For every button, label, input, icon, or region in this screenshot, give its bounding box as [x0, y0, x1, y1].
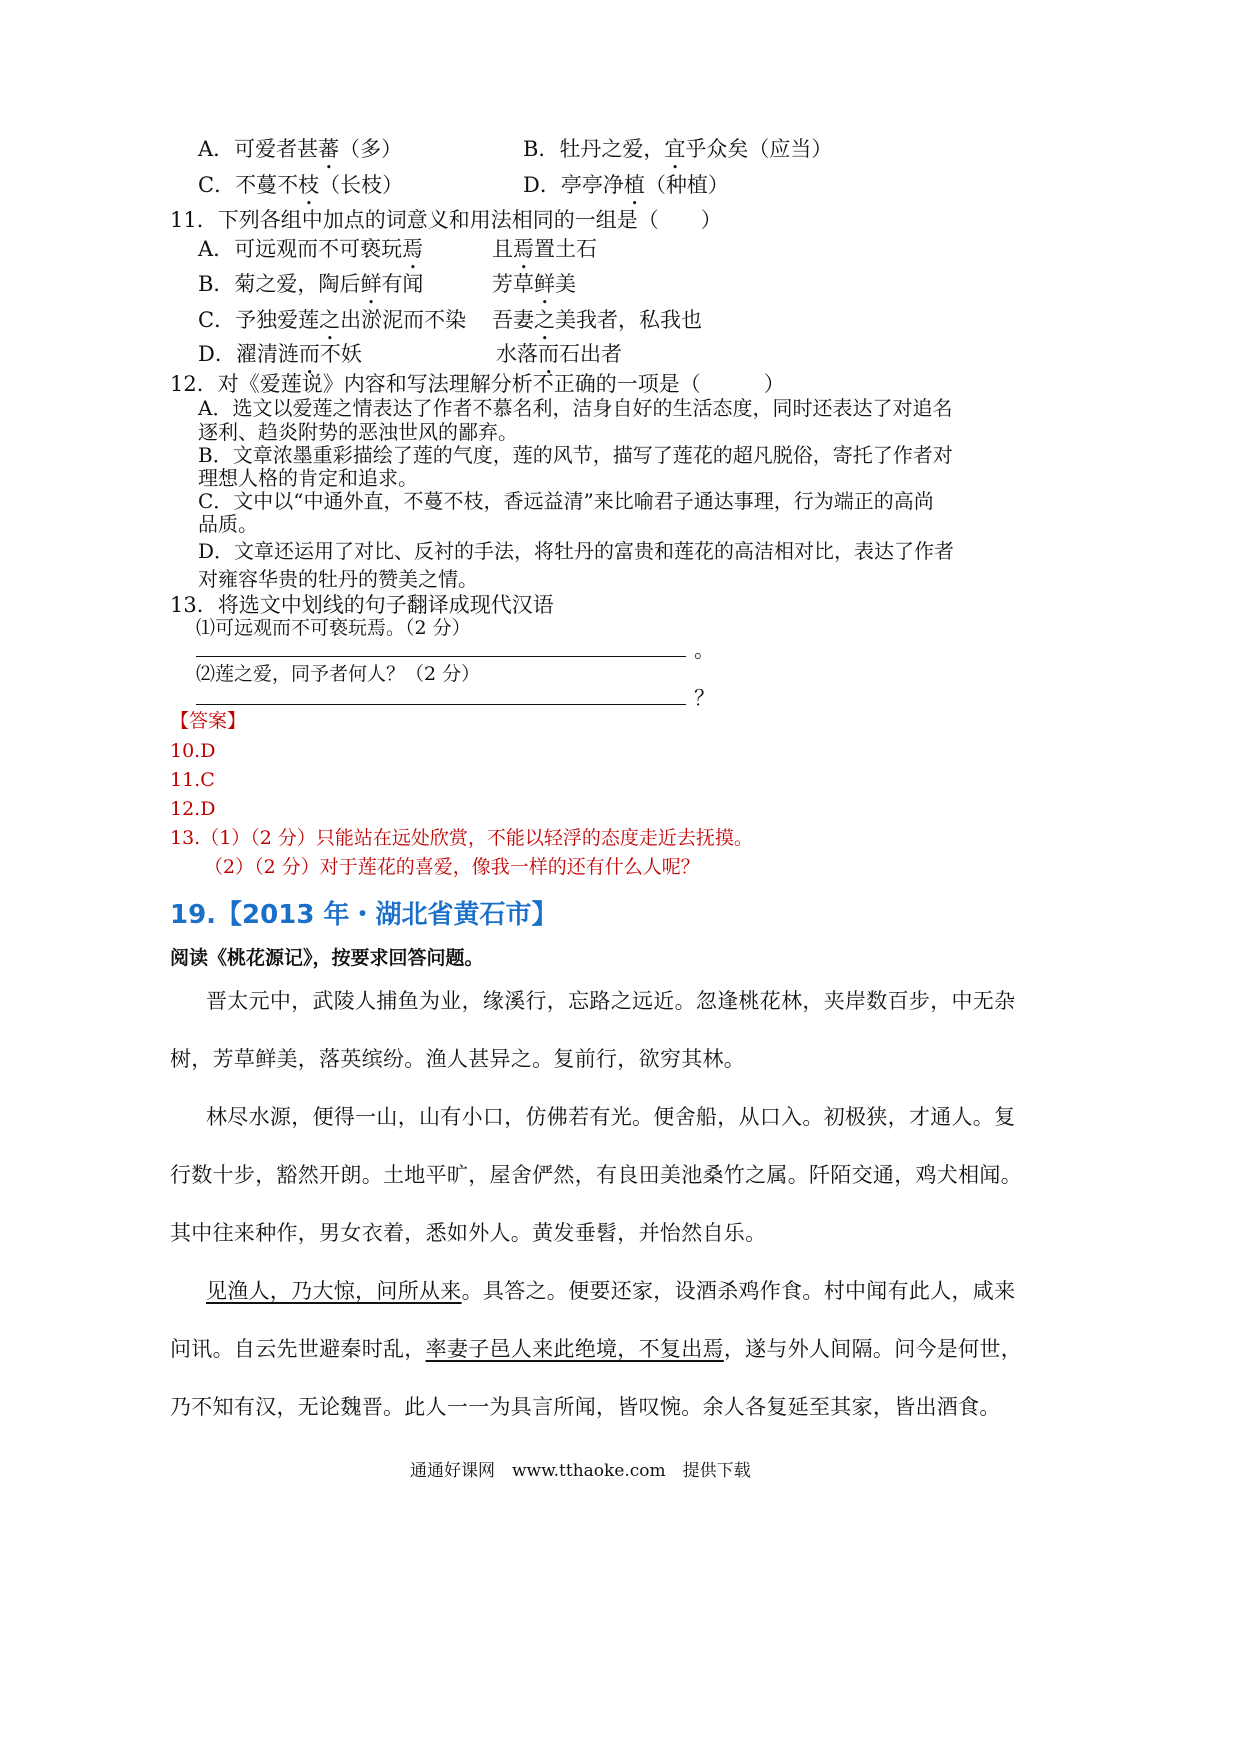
q11-c-right-dotted: 之 [534, 308, 555, 332]
passage-p3-line2 [170, 1333, 1022, 1363]
answer-13-part-1: 13.（1）（2 分）只能站在远处欣赏，不能以轻浮的态度走近去抚摸。 [170, 827, 753, 849]
passage-p3-line2-start: 问讯。自云先世避秦时乱， [170, 1337, 426, 1361]
q10-option-a-gloss: （多） [339, 137, 403, 161]
passage-p3-line3: 乃不知有汉，无论魏晋。此人一一为具言所闻，皆叹惋。余人各复延至其家，皆出酒食。 [170, 1395, 1001, 1419]
q10-option-d-dotted: 植 [623, 173, 645, 197]
q10-option-d-text: D．亭亭净 [523, 173, 624, 197]
q11-b-left-pre: B．菊之爱，陶后 [198, 272, 361, 296]
passage-p2-line1: 林尽水源，便得一山，山有小口，仿佛若有光。便舍船，从口入。初极狭，才通人。复 [206, 1105, 1016, 1129]
q11-option-a-left [198, 235, 423, 274]
q13-answer-line-1[interactable] [196, 656, 686, 657]
passage-p1-line2: 树，芳草鲜美，落英缤纷。渔人甚异之。复前行，欲穷其林。 [170, 1047, 746, 1071]
q13-end-mark-1: 。 [694, 638, 715, 662]
q12-option-a-line1: A．选文以爱莲之情表达了作者不慕名利，洁身自好的生活态度，同时还表达了对追名 [198, 396, 953, 420]
q11-d-right-post: 石出者 [559, 342, 622, 366]
q11-b-left-post: 有闻 [381, 272, 424, 296]
q11-b-right-dotted: 鲜 [534, 272, 555, 296]
q10-option-c-text: C．不蔓不 [198, 173, 299, 197]
q11-stem: 11．下列各组中加点的词意义和用法相同的一组是（ ） [170, 208, 722, 232]
q11-a-right-pre: 且 [492, 237, 513, 261]
q13-end-mark-2: ？ [694, 686, 715, 710]
q10-option-c-dotted: 枝 [298, 173, 320, 197]
q10-option-d [523, 171, 729, 210]
q13-sentence-2: ⑵莲之爱，同予者何人？（2 分） [196, 663, 481, 685]
q12-option-d-line1: D．文章还运用了对比、反衬的手法，将牡丹的富贵和莲花的高洁相对比，表达了作者 [198, 539, 955, 563]
passage-p3-line1 [206, 1275, 1015, 1305]
q12-option-a-line2: 逐利、趋炎附势的恶浊世风的鄙弃。 [198, 420, 518, 444]
answer-10: 10.D [170, 740, 216, 762]
q12-option-c-line1: C．文中以“中通外直，不蔓不枝，香远益清”来比喻君子通达事理，行为端正的高尚 [198, 489, 934, 513]
q11-d-left-pre: D．濯清涟 [198, 342, 299, 366]
q10-option-b-dotted: 宜 [664, 137, 686, 161]
q10-option-b [523, 135, 832, 174]
q12-option-b-line2: 理想人格的肯定和追求。 [198, 466, 418, 490]
q10-option-c [198, 171, 403, 210]
passage-p3-line1-rest: 。具答之。便要还家，设酒杀鸡作食。村中闻有此人，咸来 [461, 1279, 1016, 1303]
q10-option-b-text: B．牡丹之爱， [523, 137, 665, 161]
answer-13-part-2: （2）（2 分）对于莲花的喜爱，像我一样的还有什么人呢？ [204, 856, 700, 878]
q10-option-a-dotted: 蕃 [318, 137, 340, 161]
q12-option-c-line2: 品质。 [198, 512, 258, 536]
q11-c-left-pre: C．予独爱莲 [198, 308, 320, 332]
q11-c-right-post: 美我者，私我也 [555, 308, 702, 332]
q11-option-a-right [492, 235, 597, 274]
q13-sentence-1: ⑴可远观而不可亵玩焉。（2 分） [196, 617, 471, 639]
q10-option-a [198, 135, 402, 174]
answer-11: 11.C [170, 769, 215, 791]
q13-answer-line-2[interactable] [196, 704, 686, 705]
q11-d-right-pre: 水落 [496, 342, 538, 366]
q11-a-right-post: 置土石 [534, 237, 597, 261]
q10-option-a-text: A．可爱者甚 [198, 137, 319, 161]
q12-option-d-line2: 对雍容华贵的牡丹的赞美之情。 [198, 567, 478, 591]
q11-c-right-pre: 吾妻 [492, 308, 534, 332]
q11-b-left-dotted: 鲜 [360, 272, 382, 296]
underlined-sentence-1: 见渔人，乃大惊，问所从来 [206, 1279, 462, 1303]
passage-p3-line2-rest: ，遂与外人间隔。问今是何世， [723, 1337, 1023, 1361]
q13-stem: 13．将选文中划线的句子翻译成现代汉语 [170, 593, 554, 617]
q12-option-b-line1: B．文章浓墨重彩描绘了莲的气度，莲的风节，描写了莲花的超凡脱俗，寄托了作者对 [198, 443, 953, 467]
answer-12: 12.D [170, 798, 216, 820]
answer-header: 【答案】 [170, 710, 247, 732]
q11-b-right-post: 美 [555, 272, 576, 296]
q11-c-left-post: 出淤泥而不染 [340, 308, 467, 332]
q11-option-b-left [198, 270, 423, 309]
section-instruction: 阅读《桃花源记》，按要求回答问题。 [170, 947, 484, 969]
underlined-sentence-2: 率妻子邑人来此绝境，不复出焉 [425, 1337, 724, 1361]
q11-a-right-dotted: 焉 [513, 237, 534, 261]
q11-d-right-dotted: 而 [538, 342, 559, 366]
q10-option-c-gloss: （长枝） [319, 173, 404, 197]
q11-c-left-dotted: 之 [319, 308, 341, 332]
q11-d-left-dotted: 而 [298, 342, 320, 366]
passage-p1-line1: 晋太元中，武陵人捕鱼为业，缘溪行，忘路之远近。忽逢桃花林，夹岸数百步，中无杂 [206, 989, 1016, 1013]
section-heading: 19.【2013 年・湖北省黄石市】 [170, 900, 558, 930]
passage-p2-line3: 其中往来种作，男女衣着，悉如外人。黄发垂髫，并怡然自乐。 [170, 1221, 767, 1245]
q10-option-b-gloss: 乎众矣（应当） [685, 137, 833, 161]
page-footer: 通通好课网 www.tthaoke.com 提供下载 [410, 1461, 751, 1481]
q11-d-left-post: 不妖 [319, 342, 362, 366]
passage-p2-line2: 行数十步，豁然开朗。土地平旷，屋舍俨然，有良田美池桑竹之属。阡陌交通，鸡犬相闻。 [170, 1163, 1022, 1187]
q11-a-left-dotted: 焉 [402, 237, 424, 261]
q12-stem: 12．对《爱莲说》内容和写法理解分析不正确的一项是（ ） [170, 372, 785, 396]
q11-b-right-pre: 芳草 [492, 272, 534, 296]
q10-option-d-gloss: （种植） [644, 173, 729, 197]
q11-a-left-text: A．可远观而不可亵玩 [198, 237, 403, 261]
q11-option-b-right [492, 270, 576, 309]
